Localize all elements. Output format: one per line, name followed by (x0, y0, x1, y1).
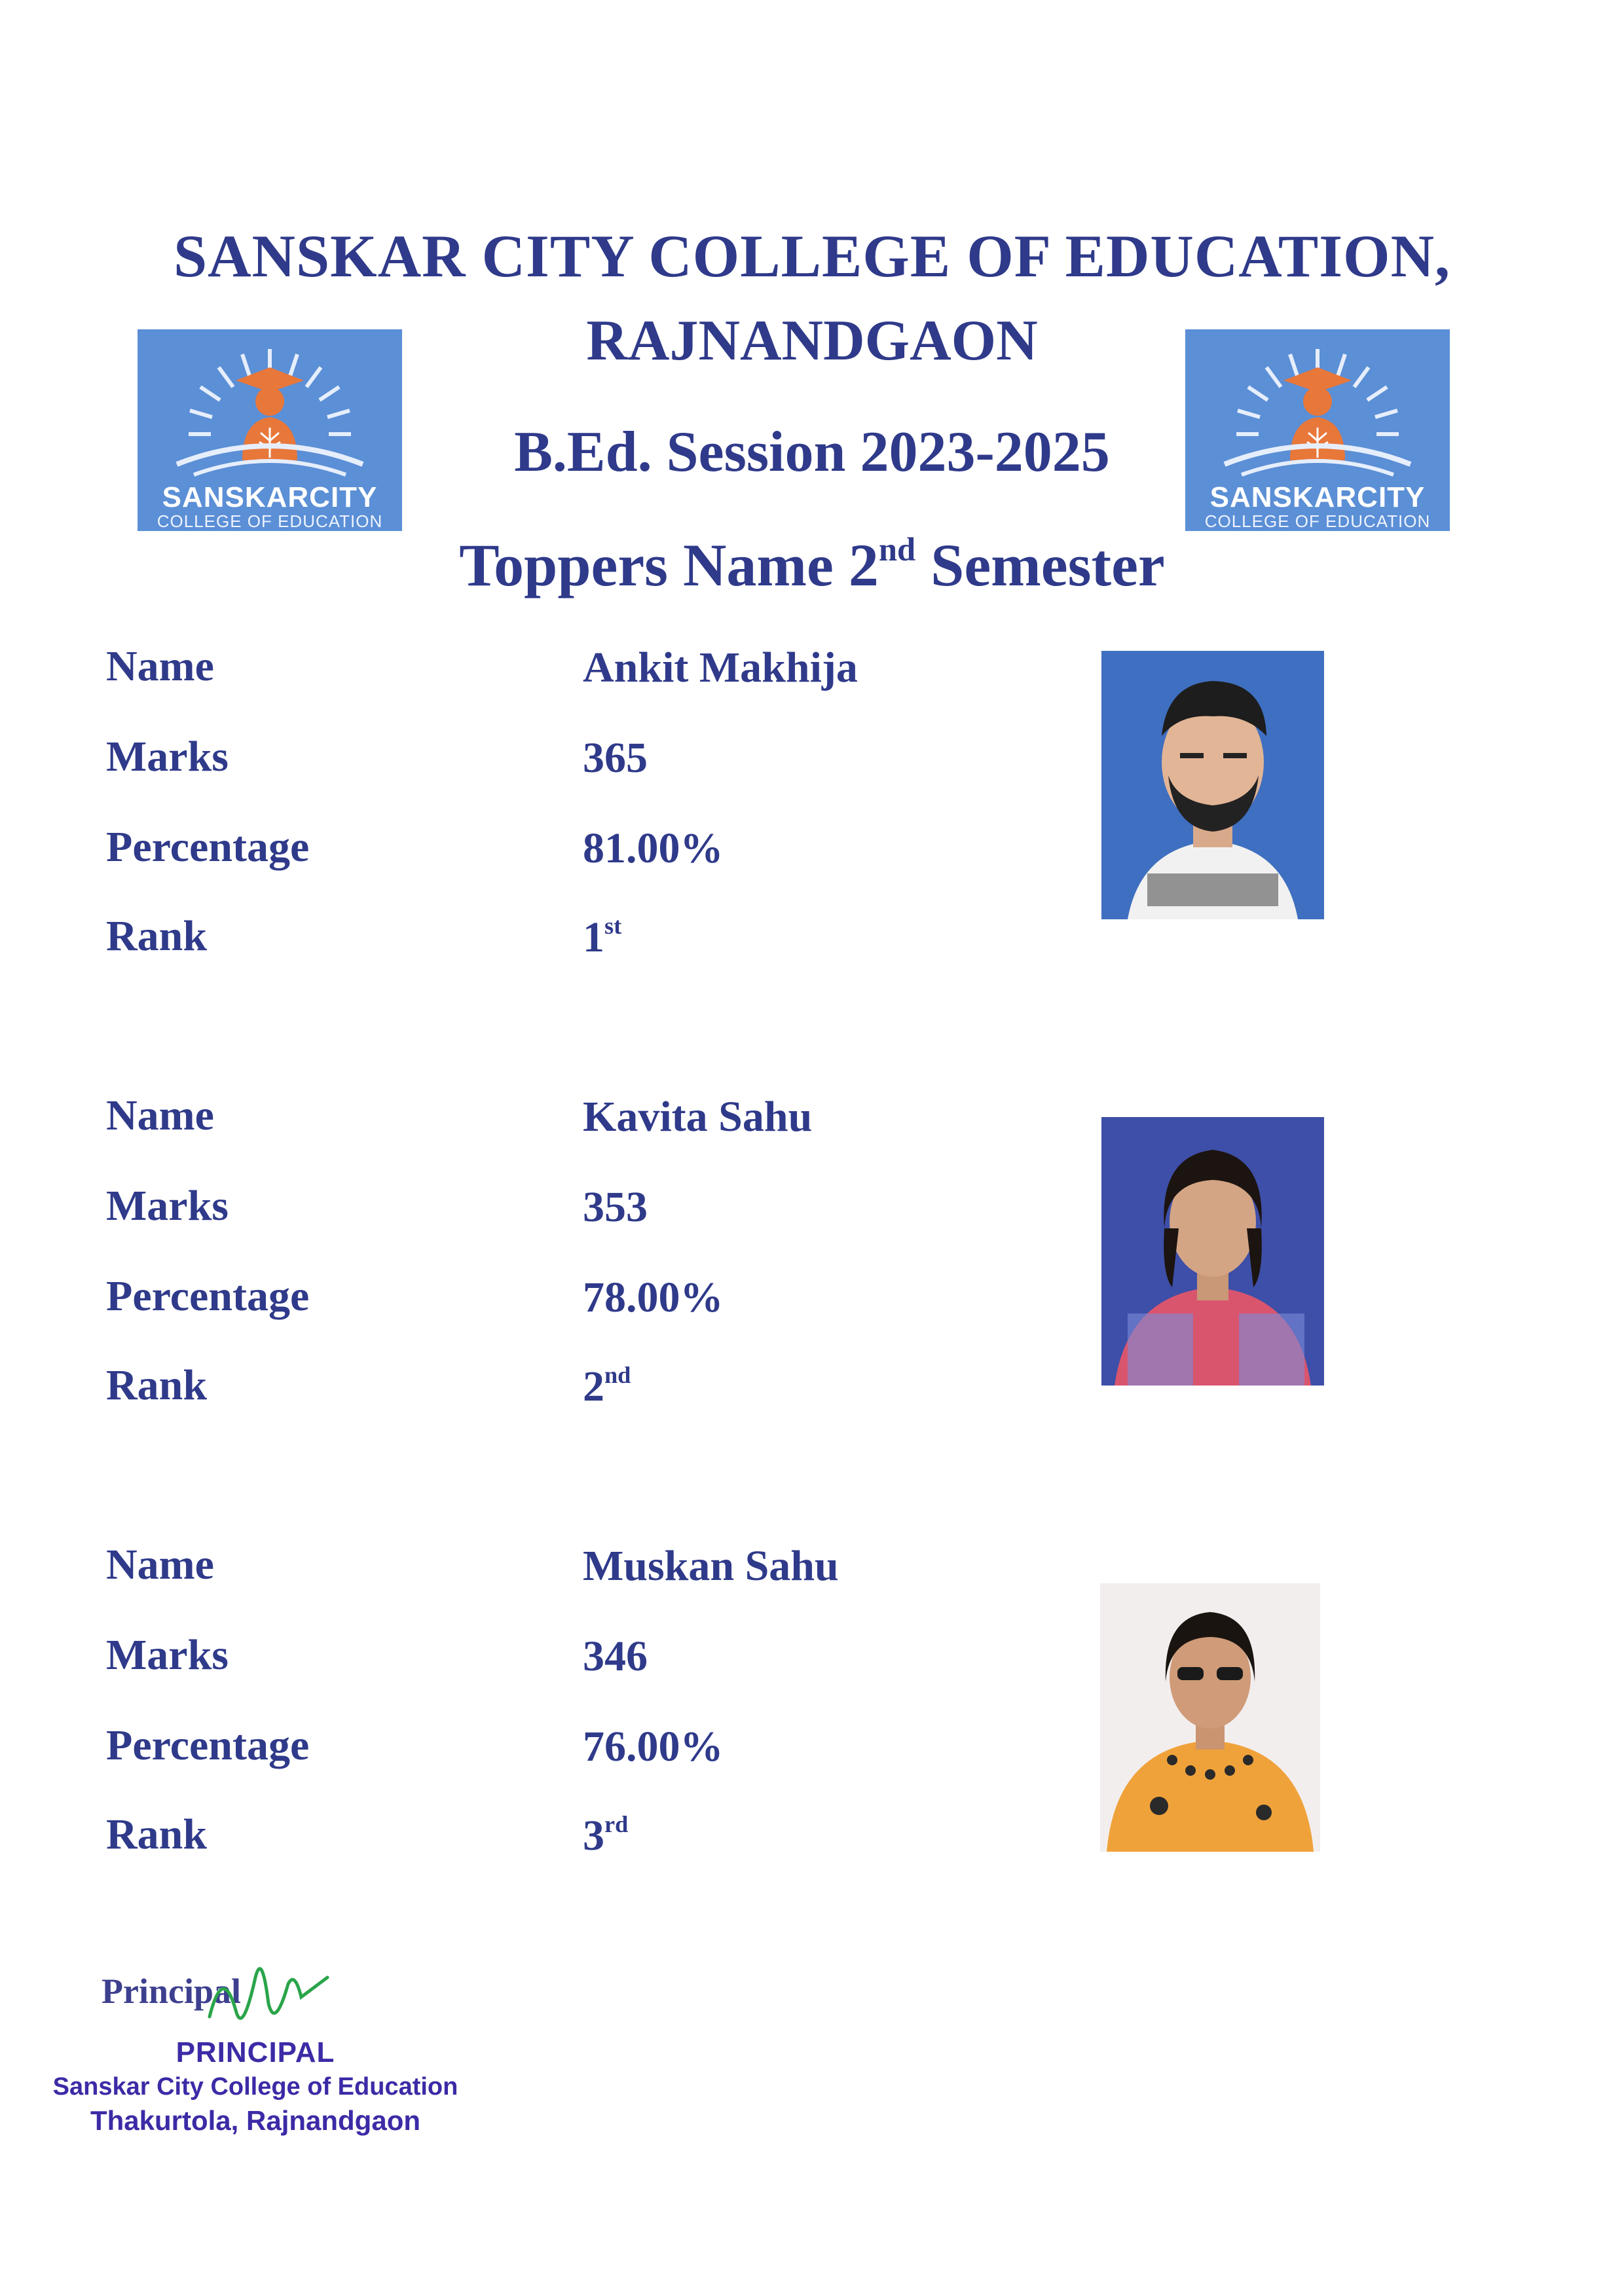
topper-3-rank (583, 1811, 628, 1861)
principal-signature (196, 1938, 341, 2049)
topper-3-rank-suffix: rd (604, 1810, 629, 1837)
topper-1-percentage-label: Percentage (106, 823, 310, 871)
stamp-line-1: Sanskar City College of Education (52, 2073, 458, 2101)
person-photo-icon (1100, 1583, 1320, 1852)
topper-3-marks: 346 (583, 1632, 648, 1680)
toppers-title-suffix: Semester (915, 532, 1165, 598)
college-city: RAJNANDGAON (586, 309, 1038, 373)
topper-3-photo (1100, 1583, 1320, 1852)
college-name: SANSKAR CITY COLLEGE OF EDUCATION, (173, 223, 1451, 289)
principal-label: Principal (101, 1972, 241, 2011)
topper-2-name: Kavita Sahu (583, 1093, 813, 1141)
topper-2-marks: 353 (583, 1183, 648, 1231)
person-photo-icon (1101, 1117, 1324, 1386)
logo-subtitle: COLLEGE OF EDUCATION (1204, 511, 1431, 531)
college-logo-left (138, 329, 402, 531)
topper-3-percentage-label: Percentage (106, 1721, 310, 1769)
principal-stamp (46, 2036, 465, 2137)
topper-2-marks-label: Marks (106, 1182, 229, 1230)
stamp-line-2: Thakurtola, Rajnandgaon (90, 2105, 421, 2136)
topper-1-name: Ankit Makhija (583, 644, 858, 691)
topper-1-photo (1101, 651, 1324, 919)
topper-1-rank-number: 1 (583, 913, 604, 961)
toppers-title-prefix: Toppers Name 2 (459, 532, 879, 598)
topper-3-name: Muskan Sahu (583, 1542, 839, 1590)
topper-2-percentage: 78.00% (583, 1274, 724, 1321)
topper-3-percentage: 76.00% (583, 1723, 724, 1771)
stamp-title: PRINCIPAL (175, 2036, 335, 2068)
topper-2-rank (583, 1362, 631, 1412)
topper-1-percentage: 81.00% (583, 824, 724, 872)
topper-3-rank-label: Rank (106, 1810, 208, 1858)
college-logo-right (1185, 329, 1450, 531)
toppers-title-sup: nd (878, 531, 916, 568)
topper-2-rank-label: Rank (106, 1361, 208, 1409)
topper-3-rank-number: 3 (583, 1812, 604, 1860)
topper-1-name-label: Name (106, 642, 214, 690)
topper-2-rank-number: 2 (583, 1363, 604, 1410)
toppers-title (0, 530, 1624, 600)
topper-2-percentage-label: Percentage (106, 1272, 310, 1320)
topper-1-rank (583, 913, 621, 963)
logo-name: SANSKARCITY (1209, 481, 1426, 513)
person-photo-icon (1101, 651, 1324, 919)
topper-3-marks-label: Marks (106, 1631, 229, 1679)
topper-1-marks-label: Marks (106, 733, 229, 780)
topper-1-rank-label: Rank (106, 912, 208, 960)
logo-name: SANSKARCITY (162, 481, 378, 513)
topper-2-photo (1101, 1117, 1324, 1386)
session-title: B.Ed. Session 2023-2025 (514, 420, 1110, 484)
topper-1-rank-suffix: st (604, 912, 622, 939)
topper-2-name-label: Name (106, 1092, 214, 1139)
topper-2-rank-suffix: nd (604, 1361, 631, 1388)
topper-3-name-label: Name (106, 1541, 214, 1588)
topper-1-marks: 365 (583, 734, 648, 782)
logo-subtitle: COLLEGE OF EDUCATION (157, 511, 383, 531)
